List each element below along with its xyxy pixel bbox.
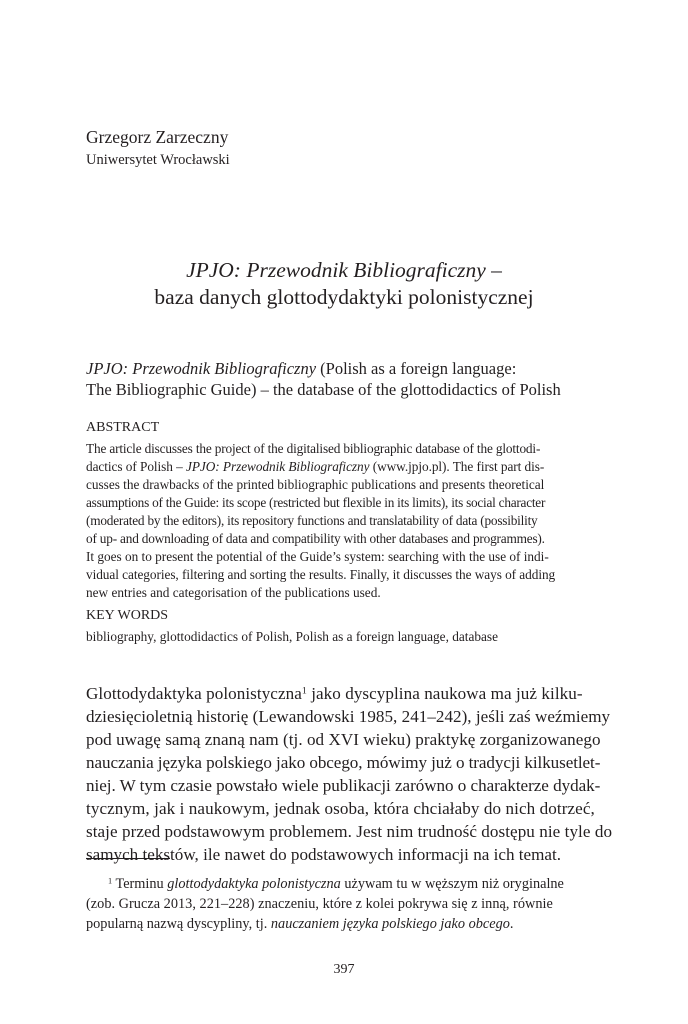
footnote-line-2: (zob. Grucza 2013, 221–228) znaczeniu, które z kolei pokrywa się z inną, równie — [86, 896, 553, 912]
english-title-line-2: The Bibliographic Guide) – the database of the glottodidactics of Polish — [86, 380, 561, 399]
english-title-rest: (Polish as a foreign language: — [316, 359, 517, 378]
body-line-1: Glottodydaktyka polonistyczna$^1$ jako dyscyplina naukowa ma już kilku- — [86, 684, 583, 703]
body-line-4: nauczania języka polskiego jako obcego, mówimy już o tradycji kilkusetlet- — [86, 753, 601, 772]
article-title-line-2: baza danych glottodydaktyki polonistycznej — [154, 285, 534, 309]
abstract-italic-title: JPJO: Przewodnik Bibliograficzny — [186, 459, 370, 474]
keywords-text: bibliography, glottodidactics of Polish, Polish as a foreign language, database — [86, 629, 498, 644]
article-title-line-1: JPJO: Przewodnik Bibliograficzny – — [186, 258, 502, 282]
page-number: 397 — [333, 962, 355, 977]
author-affiliation: Uniwersytet Wrocławski — [86, 152, 230, 168]
abstract-line-3: cusses the drawbacks of the printed bibliographic publications and presents theoretical — [86, 477, 545, 492]
abstract-line-9: new entries and categorisation of the publications used. — [86, 585, 381, 600]
abstract-line-8: vidual categories, filtering and sorting the results. Finally, it discusses the ways of adding — [86, 567, 556, 582]
english-title-line-1 — [86, 359, 516, 379]
footnote-line-3: popularną nazwą dyscypliny, tj. nauczaniem języka polskiego jako obcego. — [86, 916, 514, 932]
body-line-5: niej. W tym czasie powstało wiele publikacji zarówno o charakterze dydak- — [86, 776, 601, 795]
footnote-reference: 1 — [301, 685, 307, 697]
footnote-line-1: $^1$ Terminu glottodydaktyka polonistyczna używam tu w węższym niż oryginalne — [108, 876, 564, 892]
abstract-line-1: The article discusses the project of the digitalised bibliographic database of the glottodi- — [86, 441, 541, 456]
body-line-6: tycznym, jak i naukowym, jednak osoba, która chciałaby do nich dotrzeć, — [86, 799, 595, 818]
abstract-heading: ABSTRACT — [86, 420, 160, 435]
footnote-separator — [86, 858, 170, 859]
footnote-italic-term: glottodydaktyka polonistyczna — [167, 876, 341, 892]
body-line-2: dziesięcioletnią historię (Lewandowski 1985, 241–242), jeśli zaś weźmiemy — [86, 707, 611, 726]
body-line-8: samych tekstów, ile nawet do podstawowych informacji na ich temat. — [86, 845, 562, 864]
abstract-line-2: dactics of Polish – JPJO: Przewodnik Bibliograficzny (www.jpjo.pl). The first part dis- — [86, 459, 545, 474]
author-name: Grzegorz Zarzeczny — [86, 127, 229, 147]
footnote-marker: 1 — [108, 876, 113, 886]
abstract-line-4: assumptions of the Guide: its scope (restricted but flexible in its limits), its social character — [86, 495, 546, 510]
abstract-line-6: of up- and downloading of data and compatibility with other databases and programmes). — [86, 531, 545, 546]
keywords-heading: KEY WORDS — [86, 608, 169, 623]
abstract-line-7: It goes on to present the potential of the Guide’s system: searching with the use of indi- — [86, 549, 549, 564]
body-line-7: staje przed podstawowym problemem. Jest nim trudność dostępu nie tyle do — [86, 822, 613, 841]
body-line-3: pod uwagę samą znaną nam (tj. od XVI wieku) praktykę zorganizowanego — [86, 730, 601, 749]
footnote-italic-phrase: nauczaniem języka polskiego jako obcego — [270, 916, 510, 932]
abstract-line-5: (moderated by the editors), its repository functions and translatability of data (possibility — [86, 513, 538, 528]
english-title-italic: JPJO: Przewodnik Bibliograficzny — [86, 359, 317, 378]
